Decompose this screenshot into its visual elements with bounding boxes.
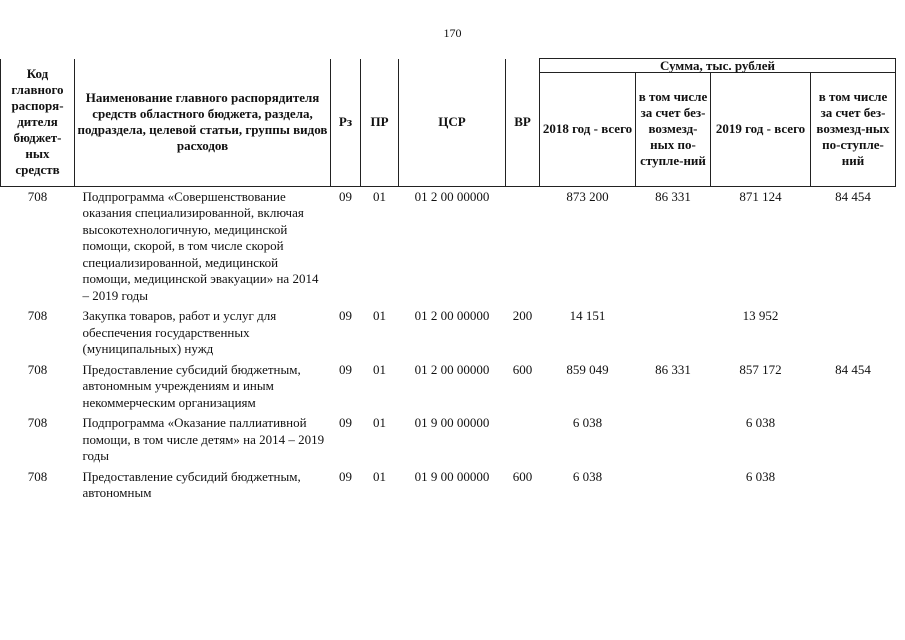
cell-sum-2018: 14 151 bbox=[569, 308, 606, 323]
header-csr: ЦСР bbox=[399, 59, 506, 187]
header-pr: ПР bbox=[361, 59, 399, 187]
cell-sum-2019: 13 952 bbox=[742, 308, 779, 323]
cell-csr: 01 2 00 00000 bbox=[414, 188, 490, 204]
header-rz: Рз bbox=[331, 59, 361, 187]
header-vr: ВР bbox=[506, 59, 540, 187]
cell-grant-2019 bbox=[811, 306, 896, 360]
cell-sum-2019: 6 038 bbox=[745, 415, 776, 430]
cell-code: 708 bbox=[27, 468, 48, 484]
cell-name: Подпрограмма «Совершенствование оказания специализированной, включая высокотехнологичную, медицинской помощи, скорой, в том числе скорой специализированной, медицинской помощи, медицинской эвакуации» на 2014 – 2019 годы bbox=[82, 188, 319, 303]
header-sum-2019: 2019 год - всего bbox=[711, 73, 811, 187]
cell-grant-2018: 86 331 bbox=[655, 361, 691, 377]
cell-code: 708 bbox=[27, 188, 48, 204]
cell-vr bbox=[506, 413, 540, 467]
cell-grant-2019 bbox=[811, 413, 896, 467]
cell-name: Предоставление субсидий бюджетным, автономным учреждениям и иным некоммерческим организациям bbox=[82, 361, 301, 410]
cell-rz: 09 bbox=[339, 468, 352, 484]
cell-grant-2019: 84 454 bbox=[835, 188, 871, 204]
cell-csr: 01 9 00 00000 bbox=[414, 468, 490, 484]
table-header bbox=[1, 59, 896, 187]
table-body bbox=[1, 186, 896, 504]
table-row bbox=[1, 306, 896, 360]
header-grant-2019: в том числе за счет без-возмезд-ных по-ступле-ний bbox=[811, 73, 896, 187]
cell-sum-2019: 6 038 bbox=[745, 468, 776, 484]
cell-code: 708 bbox=[27, 415, 48, 430]
header-grant-2018: в том числе за счет без-возмезд-ных по-ступле-ний bbox=[636, 73, 711, 187]
header-name: Наименование главного распорядителя средств областного бюджета, раздела, подраздела, целевой статьи, группы видов расходов bbox=[75, 59, 331, 187]
cell-vr: 200 bbox=[512, 308, 533, 323]
header-code: Код главного распоря-дителя бюджет-ных средств bbox=[1, 59, 75, 187]
cell-vr: 600 bbox=[512, 361, 533, 377]
cell-pr: 01 bbox=[373, 415, 386, 430]
budget-table bbox=[0, 58, 896, 504]
cell-sum-2018: 859 049 bbox=[566, 361, 609, 377]
table-row bbox=[1, 360, 896, 414]
cell-grant-2018 bbox=[636, 413, 711, 467]
cell-code: 708 bbox=[27, 308, 48, 323]
cell-sum-2018: 6 038 bbox=[572, 415, 603, 430]
cell-pr: 01 bbox=[373, 188, 386, 204]
cell-pr: 01 bbox=[373, 308, 386, 323]
cell-rz: 09 bbox=[339, 361, 352, 377]
cell-grant-2018 bbox=[636, 306, 711, 360]
cell-sum-2018: 873 200 bbox=[566, 188, 609, 204]
cell-sum-2019: 871 124 bbox=[739, 188, 782, 204]
cell-rz: 09 bbox=[339, 415, 352, 430]
cell-name: Закупка товаров, работ и услуг для обеспечения государственных (муниципальных) нужд bbox=[82, 308, 277, 356]
cell-csr: 01 9 00 00000 bbox=[414, 415, 490, 430]
header-sum-2018: 2018 год - всего bbox=[540, 73, 636, 187]
cell-pr: 01 bbox=[373, 361, 386, 377]
header-sum-group: Сумма, тыс. рублей bbox=[540, 59, 896, 73]
cell-csr: 01 2 00 00000 bbox=[414, 361, 490, 377]
table-row bbox=[1, 467, 896, 504]
cell-grant-2018: 86 331 bbox=[655, 188, 691, 204]
table-row bbox=[1, 413, 896, 467]
cell-grant-2018 bbox=[636, 467, 711, 504]
cell-vr: 600 bbox=[512, 468, 533, 484]
cell-rz: 09 bbox=[339, 308, 352, 323]
cell-rz: 09 bbox=[339, 188, 352, 204]
page-number: 170 bbox=[443, 26, 462, 40]
cell-code: 708 bbox=[27, 361, 48, 377]
cell-sum-2019: 857 172 bbox=[739, 361, 782, 377]
cell-grant-2019: 84 454 bbox=[835, 361, 871, 377]
cell-vr bbox=[506, 186, 540, 306]
cell-name: Предоставление субсидий бюджетным, автономным bbox=[82, 468, 301, 500]
cell-csr: 01 2 00 00000 bbox=[414, 308, 490, 323]
cell-sum-2018: 6 038 bbox=[572, 468, 603, 484]
cell-name: Подпрограмма «Оказание паллиативной помощи, в том числе детям» на 2014 – 2019 годы bbox=[82, 415, 325, 463]
cell-pr: 01 bbox=[373, 468, 386, 484]
cell-grant-2019 bbox=[811, 467, 896, 504]
table-row bbox=[1, 186, 896, 306]
